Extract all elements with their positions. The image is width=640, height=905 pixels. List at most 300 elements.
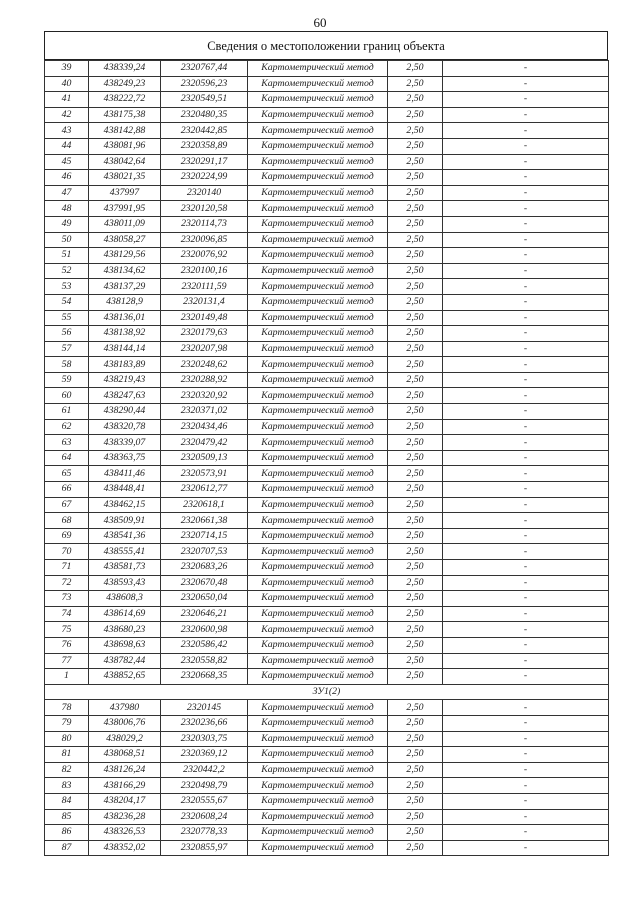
y-coordinate-cell: 2320358,89	[161, 138, 248, 154]
accuracy-cell: 2,50	[388, 653, 443, 669]
y-coordinate-cell: 2320778,33	[161, 825, 248, 841]
point-number-cell: 78	[45, 700, 89, 716]
table-row	[45, 544, 609, 560]
y-coordinate-cell: 2320555,67	[161, 793, 248, 809]
description-cell: -	[443, 450, 609, 466]
method-cell: Картометрический метод	[248, 591, 388, 607]
table-row	[45, 294, 609, 310]
description-cell: -	[443, 138, 609, 154]
y-coordinate-cell: 2320100,16	[161, 263, 248, 279]
x-coordinate-cell: 438614,69	[89, 606, 161, 622]
table-row	[45, 404, 609, 420]
y-coordinate-cell: 2320480,35	[161, 107, 248, 123]
method-cell: Картометрический метод	[248, 263, 388, 279]
accuracy-cell: 2,50	[388, 606, 443, 622]
x-coordinate-cell: 438006,76	[89, 715, 161, 731]
method-cell: Картометрический метод	[248, 669, 388, 685]
accuracy-cell: 2,50	[388, 544, 443, 560]
table-row	[45, 715, 609, 731]
method-cell: Картометрический метод	[248, 185, 388, 201]
accuracy-cell: 2,50	[388, 310, 443, 326]
x-coordinate-cell: 438555,41	[89, 544, 161, 560]
x-coordinate-cell: 438352,02	[89, 840, 161, 856]
table-row	[45, 653, 609, 669]
method-cell: Картометрический метод	[248, 466, 388, 482]
table-row	[45, 560, 609, 576]
description-cell: -	[443, 263, 609, 279]
point-number-cell: 75	[45, 622, 89, 638]
y-coordinate-cell: 2320714,15	[161, 528, 248, 544]
accuracy-cell: 2,50	[388, 637, 443, 653]
point-number-cell: 63	[45, 435, 89, 451]
table-row	[45, 357, 609, 373]
table-row	[45, 388, 609, 404]
point-number-cell: 40	[45, 76, 89, 92]
table-row	[45, 622, 609, 638]
accuracy-cell: 2,50	[388, 216, 443, 232]
method-cell: Картометрический метод	[248, 715, 388, 731]
x-coordinate-cell: 438129,56	[89, 248, 161, 264]
description-cell: -	[443, 107, 609, 123]
x-coordinate-cell: 438782,44	[89, 653, 161, 669]
description-cell: -	[443, 575, 609, 591]
x-coordinate-cell: 438608,3	[89, 591, 161, 607]
method-cell: Картометрический метод	[248, 92, 388, 108]
method-cell: Картометрический метод	[248, 700, 388, 716]
table-row	[45, 248, 609, 264]
accuracy-cell: 2,50	[388, 92, 443, 108]
accuracy-cell: 2,50	[388, 669, 443, 685]
accuracy-cell: 2,50	[388, 435, 443, 451]
y-coordinate-cell: 2320442,2	[161, 762, 248, 778]
x-coordinate-cell: 438541,36	[89, 528, 161, 544]
method-cell: Картометрический метод	[248, 560, 388, 576]
y-coordinate-cell: 2320236,66	[161, 715, 248, 731]
table-row	[45, 232, 609, 248]
y-coordinate-cell: 2320707,53	[161, 544, 248, 560]
y-coordinate-cell: 2320661,38	[161, 513, 248, 529]
y-coordinate-cell: 2320140	[161, 185, 248, 201]
table-row	[45, 528, 609, 544]
table-row	[45, 201, 609, 217]
x-coordinate-cell: 438166,29	[89, 778, 161, 794]
description-cell: -	[443, 497, 609, 513]
table-row	[45, 793, 609, 809]
description-cell: -	[443, 653, 609, 669]
y-coordinate-cell: 2320288,92	[161, 372, 248, 388]
point-number-cell: 69	[45, 528, 89, 544]
x-coordinate-cell: 437997	[89, 185, 161, 201]
method-cell: Картометрический метод	[248, 76, 388, 92]
point-number-cell: 60	[45, 388, 89, 404]
description-cell: -	[443, 216, 609, 232]
x-coordinate-cell: 438249,23	[89, 76, 161, 92]
x-coordinate-cell: 438247,63	[89, 388, 161, 404]
point-number-cell: 49	[45, 216, 89, 232]
accuracy-cell: 2,50	[388, 248, 443, 264]
coordinates-table	[44, 60, 609, 856]
point-number-cell: 62	[45, 419, 89, 435]
table-row	[45, 419, 609, 435]
point-number-cell: 76	[45, 637, 89, 653]
method-cell: Картометрический метод	[248, 793, 388, 809]
accuracy-cell: 2,50	[388, 341, 443, 357]
y-coordinate-cell: 2320120,58	[161, 201, 248, 217]
table-row	[45, 138, 609, 154]
x-coordinate-cell: 438138,92	[89, 326, 161, 342]
accuracy-cell: 2,50	[388, 232, 443, 248]
point-number-cell: 84	[45, 793, 89, 809]
table-row	[45, 840, 609, 856]
y-coordinate-cell: 2320586,42	[161, 637, 248, 653]
point-number-cell: 55	[45, 310, 89, 326]
description-cell: -	[443, 123, 609, 139]
method-cell: Картометрический метод	[248, 482, 388, 498]
table-row	[45, 263, 609, 279]
x-coordinate-cell: 438852,65	[89, 669, 161, 685]
point-number-cell: 52	[45, 263, 89, 279]
point-number-cell: 73	[45, 591, 89, 607]
table-row	[45, 326, 609, 342]
accuracy-cell: 2,50	[388, 840, 443, 856]
description-cell: -	[443, 669, 609, 685]
point-number-cell: 59	[45, 372, 89, 388]
point-number-cell: 58	[45, 357, 89, 373]
point-number-cell: 61	[45, 404, 89, 420]
point-number-cell: 79	[45, 715, 89, 731]
accuracy-cell: 2,50	[388, 591, 443, 607]
accuracy-cell: 2,50	[388, 326, 443, 342]
x-coordinate-cell: 438136,01	[89, 310, 161, 326]
description-cell: -	[443, 419, 609, 435]
accuracy-cell: 2,50	[388, 809, 443, 825]
accuracy-cell: 2,50	[388, 201, 443, 217]
x-coordinate-cell: 438320,78	[89, 419, 161, 435]
description-cell: -	[443, 560, 609, 576]
x-coordinate-cell: 438581,73	[89, 560, 161, 576]
point-number-cell: 51	[45, 248, 89, 264]
accuracy-cell: 2,50	[388, 388, 443, 404]
point-number-cell: 54	[45, 294, 89, 310]
method-cell: Картометрический метод	[248, 653, 388, 669]
x-coordinate-cell: 438137,29	[89, 279, 161, 295]
method-cell: Картометрический метод	[248, 731, 388, 747]
table-row	[45, 497, 609, 513]
table-row	[45, 279, 609, 295]
description-cell: -	[443, 185, 609, 201]
method-cell: Картометрический метод	[248, 232, 388, 248]
description-cell: -	[443, 372, 609, 388]
table-row	[45, 435, 609, 451]
x-coordinate-cell: 438222,72	[89, 92, 161, 108]
method-cell: Картометрический метод	[248, 310, 388, 326]
description-cell: -	[443, 326, 609, 342]
method-cell: Картометрический метод	[248, 170, 388, 186]
y-coordinate-cell: 2320131,4	[161, 294, 248, 310]
accuracy-cell: 2,50	[388, 372, 443, 388]
y-coordinate-cell: 2320855,97	[161, 840, 248, 856]
accuracy-cell: 2,50	[388, 622, 443, 638]
method-cell: Картометрический метод	[248, 279, 388, 295]
point-number-cell: 43	[45, 123, 89, 139]
method-cell: Картометрический метод	[248, 357, 388, 373]
x-coordinate-cell: 438462,15	[89, 497, 161, 513]
description-cell: -	[443, 279, 609, 295]
x-coordinate-cell: 438290,44	[89, 404, 161, 420]
accuracy-cell: 2,50	[388, 793, 443, 809]
section-heading: ЗУ1(2)	[45, 684, 609, 700]
x-coordinate-cell: 438128,9	[89, 294, 161, 310]
method-cell: Картометрический метод	[248, 419, 388, 435]
accuracy-cell: 2,50	[388, 107, 443, 123]
y-coordinate-cell: 2320646,21	[161, 606, 248, 622]
point-number-cell: 87	[45, 840, 89, 856]
table-row	[45, 185, 609, 201]
accuracy-cell: 2,50	[388, 466, 443, 482]
table-row	[45, 513, 609, 529]
table-row	[45, 591, 609, 607]
accuracy-cell: 2,50	[388, 138, 443, 154]
y-coordinate-cell: 2320434,46	[161, 419, 248, 435]
method-cell: Картометрический метод	[248, 778, 388, 794]
table-row	[45, 747, 609, 763]
point-number-cell: 74	[45, 606, 89, 622]
method-cell: Картометрический метод	[248, 326, 388, 342]
x-coordinate-cell: 438219,43	[89, 372, 161, 388]
method-cell: Картометрический метод	[248, 107, 388, 123]
method-cell: Картометрический метод	[248, 404, 388, 420]
point-number-cell: 77	[45, 653, 89, 669]
description-cell: -	[443, 482, 609, 498]
x-coordinate-cell: 438509,91	[89, 513, 161, 529]
x-coordinate-cell: 438236,28	[89, 809, 161, 825]
page-number: 60	[313, 15, 327, 30]
accuracy-cell: 2,50	[388, 279, 443, 295]
method-cell: Картометрический метод	[248, 248, 388, 264]
x-coordinate-cell: 438021,35	[89, 170, 161, 186]
description-cell: -	[443, 341, 609, 357]
point-number-cell: 71	[45, 560, 89, 576]
description-cell: -	[443, 544, 609, 560]
accuracy-cell: 2,50	[388, 560, 443, 576]
x-coordinate-cell: 438058,27	[89, 232, 161, 248]
point-number-cell: 1	[45, 669, 89, 685]
y-coordinate-cell: 2320479,42	[161, 435, 248, 451]
accuracy-cell: 2,50	[388, 497, 443, 513]
description-cell: -	[443, 825, 609, 841]
table-row	[45, 825, 609, 841]
y-coordinate-cell: 2320371,02	[161, 404, 248, 420]
description-cell: -	[443, 637, 609, 653]
table-row	[45, 372, 609, 388]
accuracy-cell: 2,50	[388, 154, 443, 170]
point-number-cell: 44	[45, 138, 89, 154]
description-cell: -	[443, 840, 609, 856]
y-coordinate-cell: 2320111,59	[161, 279, 248, 295]
method-cell: Картометрический метод	[248, 606, 388, 622]
method-cell: Картометрический метод	[248, 513, 388, 529]
description-cell: -	[443, 404, 609, 420]
accuracy-cell: 2,50	[388, 762, 443, 778]
accuracy-cell: 2,50	[388, 61, 443, 77]
method-cell: Картометрический метод	[248, 809, 388, 825]
description-cell: -	[443, 76, 609, 92]
accuracy-cell: 2,50	[388, 482, 443, 498]
point-number-cell: 42	[45, 107, 89, 123]
description-cell: -	[443, 715, 609, 731]
description-cell: -	[443, 622, 609, 638]
table-row	[45, 61, 609, 77]
accuracy-cell: 2,50	[388, 404, 443, 420]
method-cell: Картометрический метод	[248, 201, 388, 217]
table-row	[45, 669, 609, 685]
method-cell: Картометрический метод	[248, 138, 388, 154]
method-cell: Картометрический метод	[248, 341, 388, 357]
description-cell: -	[443, 388, 609, 404]
point-number-cell: 72	[45, 575, 89, 591]
table-row	[45, 310, 609, 326]
method-cell: Картометрический метод	[248, 123, 388, 139]
x-coordinate-cell: 438029,2	[89, 731, 161, 747]
y-coordinate-cell: 2320618,1	[161, 497, 248, 513]
x-coordinate-cell: 438126,24	[89, 762, 161, 778]
description-cell: -	[443, 92, 609, 108]
y-coordinate-cell: 2320608,24	[161, 809, 248, 825]
accuracy-cell: 2,50	[388, 123, 443, 139]
y-coordinate-cell: 2320145	[161, 700, 248, 716]
x-coordinate-cell: 438144,14	[89, 341, 161, 357]
x-coordinate-cell: 438134,62	[89, 263, 161, 279]
table-row	[45, 637, 609, 653]
description-cell: -	[443, 310, 609, 326]
accuracy-cell: 2,50	[388, 76, 443, 92]
section-heading-row	[45, 684, 609, 700]
description-cell: -	[443, 232, 609, 248]
point-number-cell: 39	[45, 61, 89, 77]
method-cell: Картометрический метод	[248, 497, 388, 513]
table-row	[45, 606, 609, 622]
point-number-cell: 47	[45, 185, 89, 201]
method-cell: Картометрический метод	[248, 575, 388, 591]
point-number-cell: 66	[45, 482, 89, 498]
description-cell: -	[443, 201, 609, 217]
y-coordinate-cell: 2320670,48	[161, 575, 248, 591]
description-cell: -	[443, 513, 609, 529]
point-number-cell: 41	[45, 92, 89, 108]
coordinates-document	[44, 31, 608, 856]
table-row	[45, 809, 609, 825]
y-coordinate-cell: 2320600,98	[161, 622, 248, 638]
method-cell: Картометрический метод	[248, 762, 388, 778]
y-coordinate-cell: 2320303,75	[161, 731, 248, 747]
method-cell: Картометрический метод	[248, 544, 388, 560]
y-coordinate-cell: 2320224,99	[161, 170, 248, 186]
x-coordinate-cell: 438081,96	[89, 138, 161, 154]
description-cell: -	[443, 762, 609, 778]
accuracy-cell: 2,50	[388, 357, 443, 373]
description-cell: -	[443, 435, 609, 451]
y-coordinate-cell: 2320369,12	[161, 747, 248, 763]
method-cell: Картометрический метод	[248, 216, 388, 232]
accuracy-cell: 2,50	[388, 170, 443, 186]
table-row	[45, 107, 609, 123]
description-cell: -	[443, 793, 609, 809]
method-cell: Картометрический метод	[248, 622, 388, 638]
y-coordinate-cell: 2320498,79	[161, 778, 248, 794]
description-cell: -	[443, 154, 609, 170]
accuracy-cell: 2,50	[388, 185, 443, 201]
x-coordinate-cell: 438326,53	[89, 825, 161, 841]
y-coordinate-cell: 2320596,23	[161, 76, 248, 92]
y-coordinate-cell: 2320509,13	[161, 450, 248, 466]
description-cell: -	[443, 170, 609, 186]
point-number-cell: 81	[45, 747, 89, 763]
y-coordinate-cell: 2320149,48	[161, 310, 248, 326]
x-coordinate-cell: 437980	[89, 700, 161, 716]
x-coordinate-cell: 438183,89	[89, 357, 161, 373]
description-cell: -	[443, 591, 609, 607]
accuracy-cell: 2,50	[388, 731, 443, 747]
point-number-cell: 86	[45, 825, 89, 841]
accuracy-cell: 2,50	[388, 778, 443, 794]
y-coordinate-cell: 2320114,73	[161, 216, 248, 232]
y-coordinate-cell: 2320076,92	[161, 248, 248, 264]
accuracy-cell: 2,50	[388, 825, 443, 841]
method-cell: Картометрический метод	[248, 294, 388, 310]
x-coordinate-cell: 438011,09	[89, 216, 161, 232]
point-number-cell: 48	[45, 201, 89, 217]
x-coordinate-cell: 438411,46	[89, 466, 161, 482]
point-number-cell: 64	[45, 450, 89, 466]
description-cell: -	[443, 294, 609, 310]
method-cell: Картометрический метод	[248, 840, 388, 856]
table-row	[45, 762, 609, 778]
description-cell: -	[443, 528, 609, 544]
description-cell: -	[443, 778, 609, 794]
description-cell: -	[443, 809, 609, 825]
accuracy-cell: 2,50	[388, 294, 443, 310]
x-coordinate-cell: 438204,17	[89, 793, 161, 809]
description-cell: -	[443, 248, 609, 264]
point-number-cell: 80	[45, 731, 89, 747]
table-row	[45, 76, 609, 92]
description-cell: -	[443, 700, 609, 716]
table-row	[45, 450, 609, 466]
method-cell: Картометрический метод	[248, 528, 388, 544]
description-cell: -	[443, 731, 609, 747]
y-coordinate-cell: 2320291,17	[161, 154, 248, 170]
accuracy-cell: 2,50	[388, 263, 443, 279]
y-coordinate-cell: 2320248,62	[161, 357, 248, 373]
y-coordinate-cell: 2320573,91	[161, 466, 248, 482]
x-coordinate-cell: 438339,24	[89, 61, 161, 77]
table-row	[45, 341, 609, 357]
x-coordinate-cell: 437991,95	[89, 201, 161, 217]
y-coordinate-cell: 2320558,82	[161, 653, 248, 669]
y-coordinate-cell: 2320650,04	[161, 591, 248, 607]
point-number-cell: 83	[45, 778, 89, 794]
description-cell: -	[443, 61, 609, 77]
x-coordinate-cell: 438363,75	[89, 450, 161, 466]
y-coordinate-cell: 2320683,26	[161, 560, 248, 576]
x-coordinate-cell: 438448,41	[89, 482, 161, 498]
table-row	[45, 575, 609, 591]
point-number-cell: 50	[45, 232, 89, 248]
point-number-cell: 67	[45, 497, 89, 513]
x-coordinate-cell: 438042,64	[89, 154, 161, 170]
table-row	[45, 731, 609, 747]
x-coordinate-cell: 438680,23	[89, 622, 161, 638]
